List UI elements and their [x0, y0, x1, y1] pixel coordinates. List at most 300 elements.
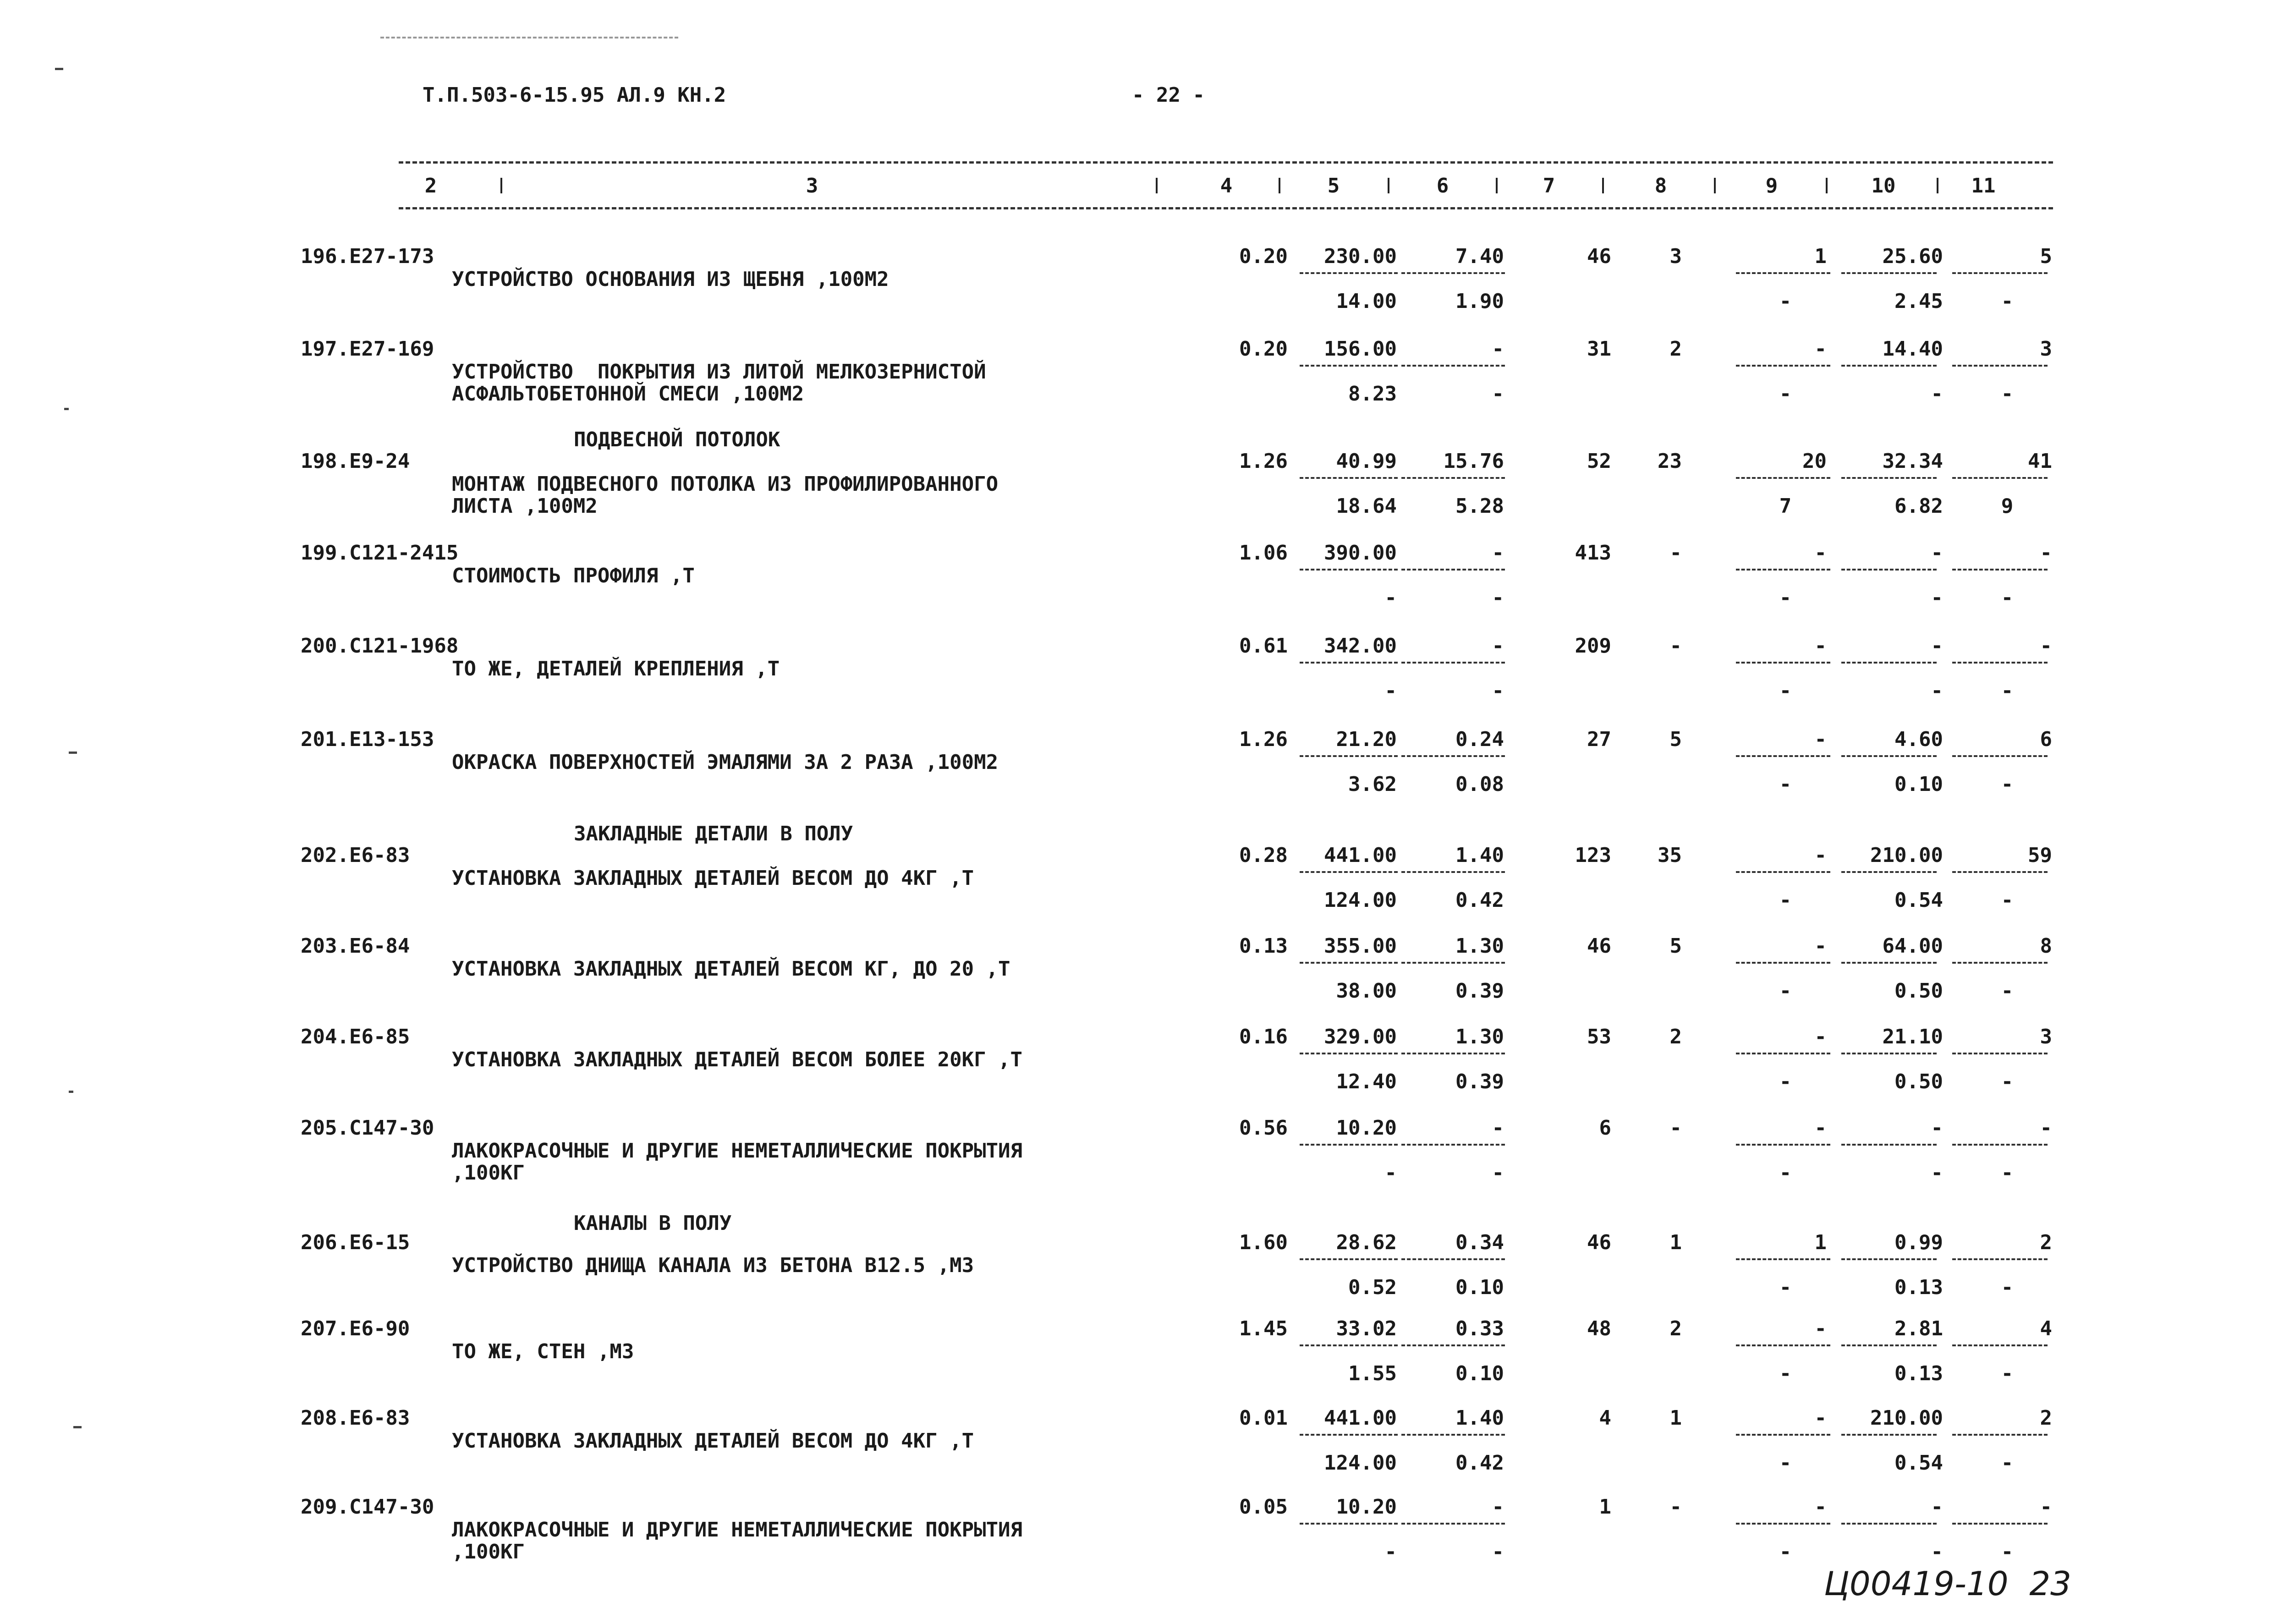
cell-c6: 1.30: [1455, 1025, 1504, 1048]
cell-c10b: 0.50: [1894, 1070, 1943, 1093]
cell-c6b: -: [1492, 382, 1504, 406]
row-code: 209.С147-30: [301, 1495, 434, 1519]
row-description: ЛИСТА ,100М2: [452, 494, 598, 518]
cell-c5b: 8.23: [1348, 382, 1397, 406]
cell-c10b: 0.13: [1894, 1362, 1943, 1385]
cell-c11b: -: [2001, 1276, 2014, 1299]
cell-c11: 8: [2040, 934, 2052, 958]
cell-c5: 40.99: [1336, 450, 1397, 473]
cell-c9: 1: [1814, 245, 1827, 268]
cell-divider: [1300, 477, 1398, 479]
cell-c7: 31: [1587, 337, 1611, 361]
cell-c11b: -: [2001, 979, 2014, 1003]
cell-c6: -: [1492, 634, 1504, 658]
margin-mark: [69, 1091, 73, 1093]
cell-divider: [1841, 1344, 1937, 1346]
cell-c5b: 14.00: [1336, 290, 1397, 313]
cell-c10b: 2.45: [1894, 290, 1943, 313]
cell-c10: 64.00: [1882, 934, 1943, 958]
cell-c5b: -: [1384, 586, 1397, 609]
cell-c11: 2: [2040, 1231, 2052, 1254]
cell-c5: 342.00: [1324, 634, 1397, 658]
cell-c8: 35: [1658, 844, 1682, 867]
cell-c10b: -: [1931, 586, 1943, 609]
cell-c7: 1: [1599, 1495, 1611, 1519]
cell-divider: [1841, 1523, 1937, 1525]
cell-divider: [1401, 272, 1505, 274]
cell-c11b: -: [2001, 679, 2014, 702]
cell-c10: 21.10: [1882, 1025, 1943, 1048]
table-row: [0, 247, 2273, 329]
cell-c9: -: [1814, 337, 1827, 361]
cell-c10: 210.00: [1870, 844, 1943, 867]
cell-divider: [1841, 962, 1937, 964]
cell-divider: [1952, 569, 2048, 571]
cell-c5: 156.00: [1324, 337, 1397, 361]
cell-c9b: -: [1779, 979, 1792, 1003]
cell-c9: -: [1814, 634, 1827, 658]
cell-c10b: -: [1931, 679, 1943, 702]
cell-c5: 21.20: [1336, 728, 1397, 751]
row-code: 200.С121-1968: [301, 634, 459, 658]
cell-c9b: -: [1779, 382, 1792, 406]
cell-divider: [1401, 569, 1505, 571]
table-row: [0, 1408, 2273, 1491]
cell-divider: [1841, 1053, 1937, 1054]
cell-c5b: -: [1384, 1540, 1397, 1564]
cell-c4: 0.13: [1239, 934, 1288, 958]
cell-c5b: 18.64: [1336, 494, 1397, 518]
cell-c5b: 3.62: [1348, 773, 1397, 796]
cell-c5b: -: [1384, 1161, 1397, 1185]
row-description: УСТАНОВКА ЗАКЛАДНЫХ ДЕТАЛЕЙ ВЕСОМ ДО 4КГ ,Т: [452, 867, 974, 890]
cell-c5: 355.00: [1324, 934, 1397, 958]
cell-divider: [1736, 272, 1830, 274]
row-description: УСТАНОВКА ЗАКЛАДНЫХ ДЕТАЛЕЙ ВЕСОМ ДО 4КГ ,Т: [452, 1429, 974, 1453]
cell-c6b: 5.28: [1455, 494, 1504, 518]
cell-c9b: -: [1779, 1070, 1792, 1093]
header-bottom-rule: [399, 207, 2053, 209]
cell-c9b: -: [1779, 586, 1792, 609]
cell-divider: [1401, 1144, 1505, 1146]
cell-c11b: -: [2001, 889, 2014, 912]
cell-c8: 23: [1658, 450, 1682, 473]
cell-divider: [1401, 662, 1505, 664]
cell-c9b: -: [1779, 773, 1792, 796]
table-row: [0, 636, 2273, 719]
cell-divider: [1300, 272, 1398, 274]
cell-c10: 14.40: [1882, 337, 1943, 361]
table-row: [0, 1118, 2273, 1201]
cell-c6b: 0.42: [1455, 889, 1504, 912]
col-header-4: 4: [1220, 174, 1233, 198]
cell-c9: -: [1814, 1406, 1827, 1430]
row-description: МОНТАЖ ПОДВЕСНОГО ПОТОЛКА ИЗ ПРОФИЛИРОВАННОГО: [452, 472, 999, 496]
cell-c4: 1.26: [1239, 450, 1288, 473]
col-separator: [1156, 178, 1158, 193]
table-row: [0, 845, 2273, 928]
cell-c6b: 0.08: [1455, 773, 1504, 796]
cell-divider: [1736, 477, 1830, 479]
cell-c9: 1: [1814, 1231, 1827, 1254]
cell-c6: 1.40: [1455, 1406, 1504, 1430]
cell-c11b: -: [2001, 773, 2014, 796]
cell-c10: -: [1931, 634, 1943, 658]
cell-c9: 20: [1802, 450, 1827, 473]
margin-mark: [55, 68, 63, 70]
cell-c7: 46: [1587, 934, 1611, 958]
cell-c6b: -: [1492, 1540, 1504, 1564]
cell-divider: [1300, 755, 1398, 757]
cell-divider: [1300, 962, 1398, 964]
cell-c5: 390.00: [1324, 541, 1397, 565]
cell-c11b: 9: [2001, 494, 2014, 518]
cell-c10: 4.60: [1894, 728, 1943, 751]
cell-divider: [1841, 272, 1937, 274]
cell-c9: -: [1814, 844, 1827, 867]
cell-c10: -: [1931, 541, 1943, 565]
cell-divider: [1841, 1144, 1937, 1146]
cell-c4: 1.26: [1239, 728, 1288, 751]
document-code: Т.П.503-6-15.95 АЛ.9 КН.2: [423, 83, 726, 107]
cell-divider: [1736, 1523, 1830, 1525]
cell-c9: -: [1814, 934, 1827, 958]
row-description: УСТРОЙСТВО ДНИЩА КАНАЛА ИЗ БЕТОНА В12.5 ,М3: [452, 1254, 974, 1277]
cell-c7: 46: [1587, 1231, 1611, 1254]
cell-divider: [1736, 662, 1830, 664]
cell-c4: 0.56: [1239, 1116, 1288, 1140]
cell-c5b: 1.55: [1348, 1362, 1397, 1385]
row-description: УСТАНОВКА ЗАКЛАДНЫХ ДЕТАЛЕЙ ВЕСОМ КГ, ДО 20 ,Т: [452, 957, 1010, 981]
cell-c10b: 0.10: [1894, 773, 1943, 796]
cell-c6: 15.76: [1443, 450, 1504, 473]
cell-c11b: -: [2001, 1161, 2014, 1185]
cell-c6: -: [1492, 337, 1504, 361]
cell-c6: 1.40: [1455, 844, 1504, 867]
cell-c9b: -: [1779, 1362, 1792, 1385]
cell-c11b: -: [2001, 1362, 2014, 1385]
cell-divider: [1841, 365, 1937, 367]
cell-c6b: 1.90: [1455, 290, 1504, 313]
cell-c4: 0.61: [1239, 634, 1288, 658]
cell-c6b: 0.10: [1455, 1362, 1504, 1385]
col-header-6: 6: [1436, 174, 1449, 198]
cell-c4: 1.45: [1239, 1317, 1288, 1340]
cell-divider: [1841, 477, 1937, 479]
cell-divider: [1736, 962, 1830, 964]
cell-divider: [1952, 1344, 2048, 1346]
col-header-8: 8: [1654, 174, 1667, 198]
margin-mark: [64, 408, 69, 410]
row-description: АСФАЛЬТОБЕТОННОЙ СМЕСИ ,100М2: [452, 382, 804, 406]
cell-c6b: -: [1492, 679, 1504, 702]
cell-c4: 0.28: [1239, 844, 1288, 867]
cell-c8: -: [1669, 1116, 1682, 1140]
cell-c9b: -: [1779, 679, 1792, 702]
cell-c10: 32.34: [1882, 450, 1943, 473]
header-top-rule: [399, 161, 2053, 164]
cell-c5: 230.00: [1324, 245, 1397, 268]
cell-divider: [1952, 1144, 2048, 1146]
cell-c5: 28.62: [1336, 1231, 1397, 1254]
row-code: 205.С147-30: [301, 1116, 434, 1140]
col-separator: [500, 178, 502, 193]
cell-divider: [1300, 569, 1398, 571]
cell-c9: -: [1814, 1495, 1827, 1519]
cell-c11: 3: [2040, 337, 2052, 361]
cell-c7: 123: [1575, 844, 1611, 867]
row-code: 201.Е13-153: [301, 728, 434, 751]
table-row: [0, 543, 2273, 625]
table-row: [0, 1027, 2273, 1109]
cell-c6b: 0.10: [1455, 1276, 1504, 1299]
cell-c8: 1: [1669, 1406, 1682, 1430]
cell-c6: -: [1492, 541, 1504, 565]
cell-c11: 6: [2040, 728, 2052, 751]
cell-c4: 0.05: [1239, 1495, 1288, 1519]
cell-divider: [1841, 662, 1937, 664]
cell-c9: -: [1814, 1116, 1827, 1140]
cell-c11: 3: [2040, 1025, 2052, 1048]
row-code: 208.Е6-83: [301, 1406, 410, 1430]
cell-c11: -: [2040, 541, 2052, 565]
section-title-embedded-parts: ЗАКЛАДНЫЕ ДЕТАЛИ В ПОЛУ: [574, 822, 853, 845]
cell-c8: -: [1669, 634, 1682, 658]
cell-c5b: 12.40: [1336, 1070, 1397, 1093]
cell-c9b: -: [1779, 290, 1792, 313]
top-scan-mark: [380, 37, 678, 38]
cell-c4: 0.20: [1239, 337, 1288, 361]
margin-mark: [73, 1426, 82, 1428]
cell-c10: 0.99: [1894, 1231, 1943, 1254]
row-code: 197.Е27-169: [301, 337, 434, 361]
cell-c5b: 124.00: [1324, 889, 1397, 912]
cell-c7: 48: [1587, 1317, 1611, 1340]
cell-c6: 0.33: [1455, 1317, 1504, 1340]
cell-c10b: 0.54: [1894, 1451, 1943, 1475]
cell-divider: [1952, 871, 2048, 873]
cell-c5b: 38.00: [1336, 979, 1397, 1003]
cell-divider: [1300, 1053, 1398, 1054]
cell-c6: 7.40: [1455, 245, 1504, 268]
row-description: ОКРАСКА ПОВЕРХНОСТЕЙ ЭМАЛЯМИ ЗА 2 РАЗА ,100М2: [452, 751, 999, 774]
cell-c6b: 0.39: [1455, 1070, 1504, 1093]
cell-c5: 33.02: [1336, 1317, 1397, 1340]
cell-divider: [1841, 755, 1937, 757]
cell-c7: 46: [1587, 245, 1611, 268]
cell-c5b: 124.00: [1324, 1451, 1397, 1475]
cell-divider: [1300, 365, 1398, 367]
cell-c4: 0.16: [1239, 1025, 1288, 1048]
col-header-7: 7: [1543, 174, 1555, 198]
cell-c11b: -: [2001, 1070, 2014, 1093]
col-header-11: 11: [1971, 174, 1996, 198]
row-description: УСТАНОВКА ЗАКЛАДНЫХ ДЕТАЛЕЙ ВЕСОМ БОЛЕЕ 20КГ ,Т: [452, 1048, 1023, 1071]
cell-divider: [1300, 1258, 1398, 1260]
page-number: - 22 -: [1132, 83, 1205, 107]
cell-c7: 27: [1587, 728, 1611, 751]
cell-divider: [1841, 569, 1937, 571]
cell-divider: [1300, 1144, 1398, 1146]
cell-c11: 41: [2028, 450, 2052, 473]
cell-c6: -: [1492, 1495, 1504, 1519]
cell-divider: [1952, 755, 2048, 757]
cell-c8: 2: [1669, 1025, 1682, 1048]
cell-divider: [1300, 662, 1398, 664]
col-separator: [1937, 178, 1938, 193]
col-header-3: 3: [806, 174, 818, 198]
row-description: ,100КГ: [452, 1540, 525, 1564]
cell-c9: -: [1814, 1025, 1827, 1048]
col-separator: [1388, 178, 1389, 193]
cell-c11b: -: [2001, 290, 2014, 313]
cell-c9b: -: [1779, 1161, 1792, 1185]
cell-divider: [1401, 1523, 1505, 1525]
row-description: ТО ЖЕ, ДЕТАЛЕЙ КРЕПЛЕНИЯ ,Т: [452, 657, 780, 680]
cell-c6b: -: [1492, 586, 1504, 609]
cell-c6: 1.30: [1455, 934, 1504, 958]
row-description: УСТРОЙСТВО ОСНОВАНИЯ ИЗ ЩЕБНЯ ,100М2: [452, 268, 889, 291]
row-description: ЛАКОКРАСОЧНЫЕ И ДРУГИЕ НЕМЕТАЛЛИЧЕСКИЕ ПОКРЫТИЯ: [452, 1518, 1023, 1542]
row-description: ,100КГ: [452, 1161, 525, 1185]
cell-divider: [1401, 755, 1505, 757]
cell-divider: [1401, 1258, 1505, 1260]
cell-c9b: -: [1779, 1451, 1792, 1475]
cell-divider: [1300, 1523, 1398, 1525]
cell-c9: -: [1814, 541, 1827, 565]
cell-c9b: 7: [1779, 494, 1792, 518]
table-row: [0, 339, 2273, 422]
cell-divider: [1736, 755, 1830, 757]
cell-c8: 3: [1669, 245, 1682, 268]
cell-divider: [1300, 1434, 1398, 1436]
cell-c10: -: [1931, 1116, 1943, 1140]
cell-divider: [1952, 662, 2048, 664]
cell-c7: 53: [1587, 1025, 1611, 1048]
row-description: СТОИМОСТЬ ПРОФИЛЯ ,Т: [452, 564, 695, 587]
cell-c11b: -: [2001, 1451, 2014, 1475]
cell-c5: 10.20: [1336, 1495, 1397, 1519]
col-separator: [1714, 178, 1716, 193]
cell-c6: -: [1492, 1116, 1504, 1140]
margin-mark: [69, 752, 77, 754]
cell-c6: 0.24: [1455, 728, 1504, 751]
cell-c10b: -: [1931, 1161, 1943, 1185]
cell-divider: [1736, 1144, 1830, 1146]
cell-divider: [1952, 962, 2048, 964]
row-code: 206.Е6-15: [301, 1231, 410, 1254]
cell-c11: -: [2040, 1495, 2052, 1519]
section-title-floor-channels: КАНАЛЫ В ПОЛУ: [574, 1212, 732, 1235]
cell-c8: 5: [1669, 728, 1682, 751]
row-code: 198.Е9-24: [301, 450, 410, 473]
cell-divider: [1952, 1523, 2048, 1525]
cell-c4: 1.60: [1239, 1231, 1288, 1254]
cell-divider: [1401, 871, 1505, 873]
cell-c5b: 0.52: [1348, 1276, 1397, 1299]
cell-c10: 210.00: [1870, 1406, 1943, 1430]
cell-c9b: -: [1779, 1540, 1792, 1564]
row-code: 196.Е27-173: [301, 245, 434, 268]
cell-c7: 6: [1599, 1116, 1611, 1140]
cell-c8: 1: [1669, 1231, 1682, 1254]
cell-c7: 209: [1575, 634, 1611, 658]
cell-c8: -: [1669, 541, 1682, 565]
table-row: [0, 730, 2273, 812]
cell-c6b: 0.42: [1455, 1451, 1504, 1475]
cell-divider: [1736, 569, 1830, 571]
table-row: [0, 936, 2273, 1019]
cell-c4: 0.01: [1239, 1406, 1288, 1430]
cell-c11b: -: [2001, 1540, 2014, 1564]
cell-c4: 1.06: [1239, 541, 1288, 565]
col-header-9: 9: [1765, 174, 1778, 198]
cell-c10b: 0.13: [1894, 1276, 1943, 1299]
cell-c5: 329.00: [1324, 1025, 1397, 1048]
cell-divider: [1401, 477, 1505, 479]
row-code: 204.Е6-85: [301, 1025, 410, 1048]
section-title-suspended-ceiling: ПОДВЕСНОЙ ПОТОЛОК: [574, 428, 780, 451]
row-description: ТО ЖЕ, СТЕН ,М3: [452, 1340, 634, 1363]
cell-c8: 5: [1669, 934, 1682, 958]
cell-c5: 441.00: [1324, 1406, 1397, 1430]
cell-divider: [1736, 871, 1830, 873]
table-row: [0, 1319, 2273, 1401]
cell-c8: -: [1669, 1495, 1682, 1519]
cell-c9: -: [1814, 728, 1827, 751]
cell-divider: [1401, 1344, 1505, 1346]
cell-c11: 2: [2040, 1406, 2052, 1430]
cell-c11: -: [2040, 634, 2052, 658]
cell-c8: 2: [1669, 1317, 1682, 1340]
cell-c7: 52: [1587, 450, 1611, 473]
cell-divider: [1401, 962, 1505, 964]
cell-c10: 2.81: [1894, 1317, 1943, 1340]
cell-divider: [1736, 1434, 1830, 1436]
row-code: 202.Е6-83: [301, 844, 410, 867]
cell-c11: 4: [2040, 1317, 2052, 1340]
col-separator: [1826, 178, 1828, 193]
cell-c10b: -: [1931, 382, 1943, 406]
cell-c10: 25.60: [1882, 245, 1943, 268]
row-description: УСТРОЙСТВО ПОКРЫТИЯ ИЗ ЛИТОЙ МЕЛКОЗЕРНИСТОЙ: [452, 360, 986, 384]
table-row: [0, 451, 2273, 534]
row-description: ЛАКОКРАСОЧНЫЕ И ДРУГИЕ НЕМЕТАЛЛИЧЕСКИЕ ПОКРЫТИЯ: [452, 1139, 1023, 1163]
cell-divider: [1841, 871, 1937, 873]
cell-c9b: -: [1779, 1276, 1792, 1299]
col-separator: [1496, 178, 1498, 193]
cell-divider: [1736, 1344, 1830, 1346]
cell-c6b: -: [1492, 1161, 1504, 1185]
cell-divider: [1300, 1344, 1398, 1346]
cell-c10: -: [1931, 1495, 1943, 1519]
cell-c8: 2: [1669, 337, 1682, 361]
cell-divider: [1952, 1053, 2048, 1054]
cell-c10b: 0.54: [1894, 889, 1943, 912]
cell-divider: [1401, 1053, 1505, 1054]
cell-c6b: 0.39: [1455, 979, 1504, 1003]
row-code: 207.Е6-90: [301, 1317, 410, 1340]
row-code: 203.Е6-84: [301, 934, 410, 958]
cell-divider: [1736, 1053, 1830, 1054]
cell-c4: 0.20: [1239, 245, 1288, 268]
cell-divider: [1952, 477, 2048, 479]
cell-c11b: -: [2001, 586, 2014, 609]
cell-c11b: -: [2001, 382, 2014, 406]
cell-divider: [1952, 365, 2048, 367]
cell-c11: -: [2040, 1116, 2052, 1140]
cell-c7: 413: [1575, 541, 1611, 565]
